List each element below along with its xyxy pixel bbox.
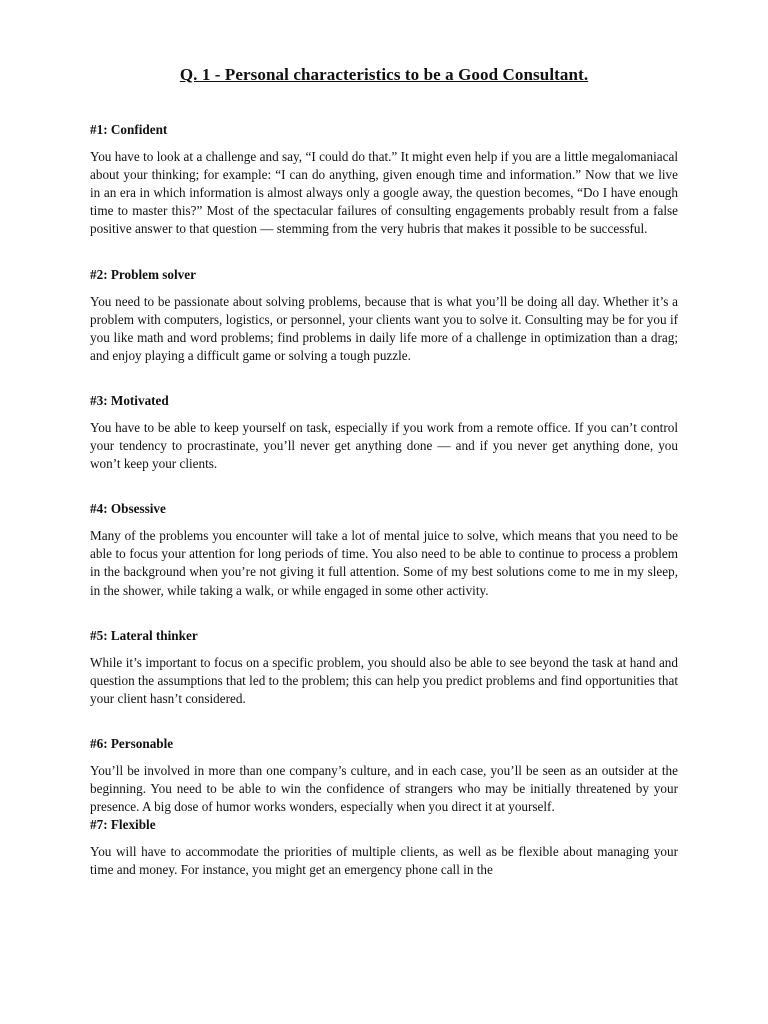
section-heading: #6: Personable xyxy=(90,735,174,751)
section-heading: #7: Flexible xyxy=(90,817,156,833)
section-confident xyxy=(90,121,678,238)
section-heading: #2: Problem solver xyxy=(90,266,196,282)
section-problem-solver xyxy=(90,266,678,365)
section-body: You have to look at a challenge and say, “I could do that.” It might even help if you are a little megalomaniacal about your thinking; for example: “I can do anything, given enough time and information.” Now that we live in an era in which information is almost always only a google away, the question becomes, “Do I have enough time to master this?” Most of the spectacular failures of consulting engagements probably result from a false positive answer to that question — stemming from the very hubris that makes it possible to be successful. xyxy=(90,149,678,237)
section-personable xyxy=(90,735,678,816)
section-lateral-thinker xyxy=(90,627,678,708)
section-body: Many of the problems you encounter will take a lot of mental juice to solve, which means that you need to be able to focus your attention for long periods of time. You also need to be able to continue to process a problem in the background when you’re not giving it full attention. Some of my best solutions come to me in my sleep, in the shower, while taking a walk, or while engaged in some other activity. xyxy=(90,528,678,598)
section-body: You have to be able to keep yourself on task, especially if you work from a remote office. If you can’t control your tendency to procrastinate, you’ll never get anything done — and if you never get anything done, you won’t keep your clients. xyxy=(90,419,678,472)
section-heading: #1: Confident xyxy=(90,122,168,138)
section-obsessive xyxy=(90,500,678,599)
section-motivated xyxy=(90,392,678,473)
section-body: You need to be passionate about solving problems, because that is what you’ll be doing all day. Whether it’s a problem with computers, logistics, or personnel, your clients want you to solve it. Consulting may be for you if you like math and word problems; find problems in daily life more of a challenge in optimization than a drag; and enjoy playing a difficult game or solving a tough puzzle. xyxy=(90,293,678,363)
section-heading: #3: Motivated xyxy=(90,392,169,408)
section-body: You’ll be involved in more than one company’s culture, and in each case, you’ll be seen as an outsider at the beginning. You need to be able to win the confidence of strangers who may be initially threatened by your presence. A big dose of humor works wonders, especially when you direct it at yourself. xyxy=(90,762,678,815)
page-title: Q. 1 - Personal characteristics to be a Good Consultant. xyxy=(179,65,589,84)
section-heading: #4: Obsessive xyxy=(90,501,166,517)
section-flexible xyxy=(90,816,678,879)
section-heading: #5: Lateral thinker xyxy=(90,627,198,643)
section-body: While it’s important to focus on a specific problem, you should also be able to see beyond the task at hand and question the assumptions that led to the problem; this can help you predict problems and find opportunities that your client hasn’t considered. xyxy=(90,654,678,706)
section-body: You will have to accommodate the priorities of multiple clients, as well as be flexible about managing your time and money. For instance, you might get an emergency phone call in the xyxy=(90,844,678,878)
